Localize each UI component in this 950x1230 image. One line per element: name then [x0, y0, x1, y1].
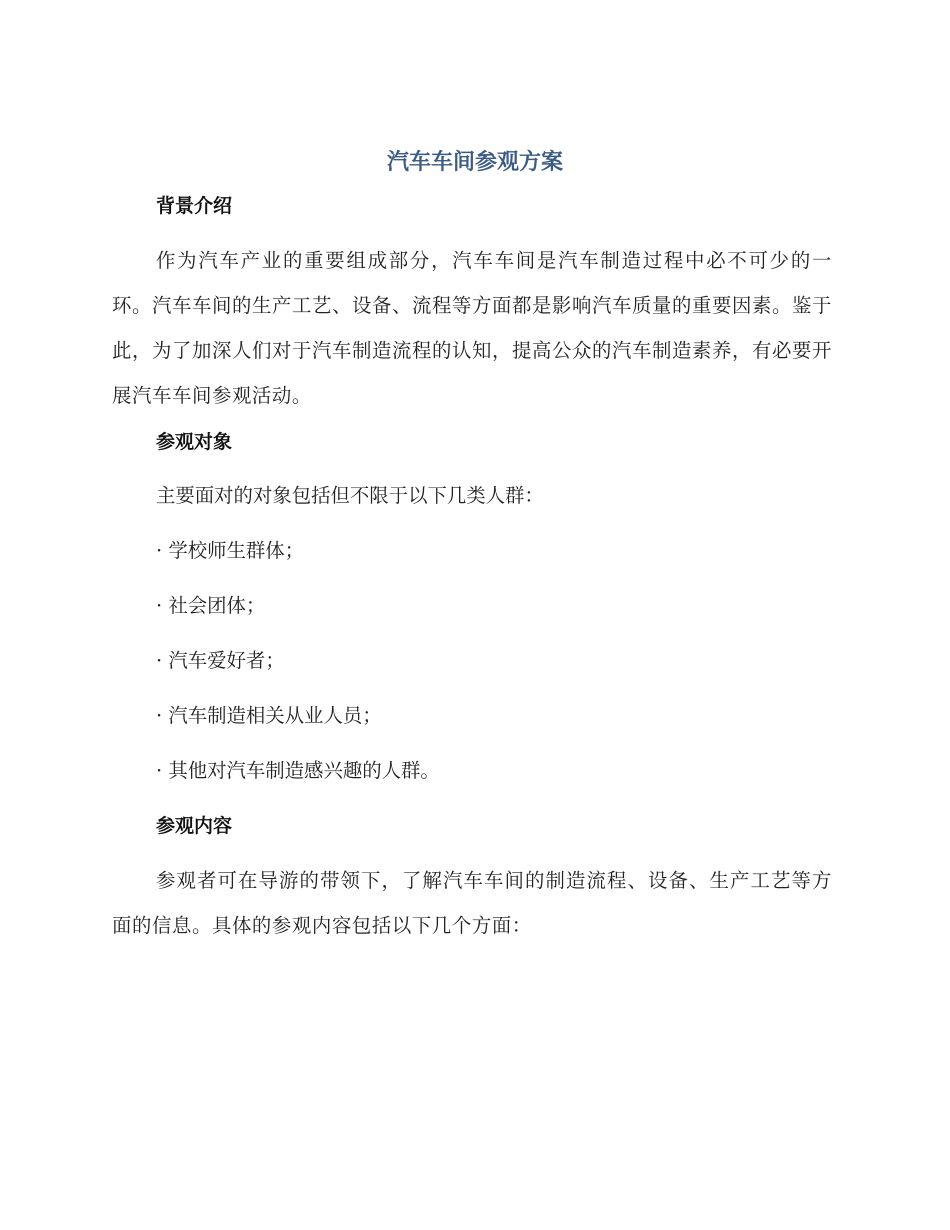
- list-item: · 其他对汽车制造感兴趣的人群。: [156, 759, 440, 782]
- content-paragraph: 参观者可在导游的带领下，了解汽车车间的制造流程、设备、生产工艺等方面的信息。具体的参观内容包括以下几个方面：: [112, 869, 832, 937]
- audience-intro: 主要面对的对象包括但不限于以下几类人群：: [156, 484, 544, 507]
- background-paragraph: 作为汽车产业的重要组成部分，汽车车间是汽车制造过程中必不可少的一环。汽车车间的生产工艺、设备、流程等方面都是影响汽车质量的重要因素。鉴于此，为了加深人们对于汽车制造流程的认知，提高公众的汽车制造素养，有必要开展汽车车间参观活动。: [112, 249, 832, 407]
- document-title: 汽车车间参观方案: [386, 150, 563, 175]
- list-item: · 汽车制造相关从业人员；: [156, 704, 382, 727]
- list-item: · 社会团体；: [156, 594, 266, 617]
- list-item: · 汽车爱好者；: [156, 649, 285, 672]
- section-heading-content: 参观内容: [156, 815, 233, 837]
- section-heading-audience: 参观对象: [156, 431, 233, 453]
- section-heading-background: 背景介绍: [156, 195, 233, 217]
- list-item: · 学校师生群体；: [156, 539, 305, 562]
